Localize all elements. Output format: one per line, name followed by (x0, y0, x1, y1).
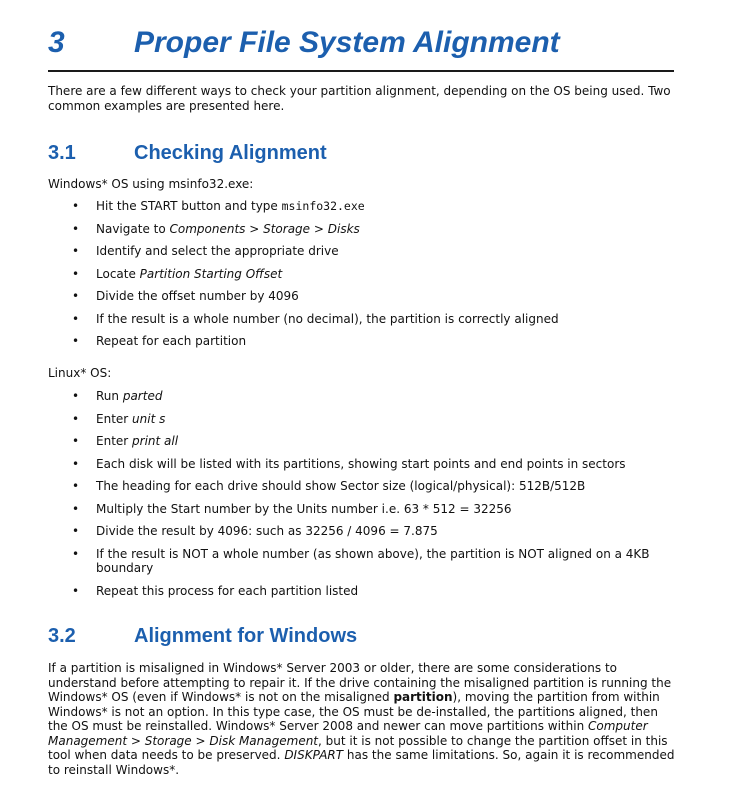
bullet-icon: • (72, 524, 80, 538)
bullet-icon: • (72, 221, 80, 236)
linux-label: Linux* OS: (48, 366, 112, 380)
bullet-icon: • (72, 334, 80, 348)
bullet-icon: • (72, 434, 80, 448)
bullet-icon: • (72, 244, 80, 258)
list-item: • Enter print all (72, 434, 179, 448)
section-number: 3 (48, 26, 65, 59)
list-item: • The heading for each drive should show Sector size (logical/physical): 512B/512B (72, 479, 586, 493)
list-item: • Divide the result by 4096: such as 32256 / 4096 = 7.875 (72, 524, 438, 538)
code-text: msinfo32.exe (281, 199, 365, 213)
list-item: • Hit the START button and type msinfo32.exe (72, 199, 365, 213)
bullet-icon: • (72, 266, 80, 281)
list-item: • Each disk will be listed with its partitions, showing start points and end points in sectors (72, 456, 626, 471)
list-item: • Repeat for each partition (72, 334, 247, 348)
bullet-icon: • (72, 311, 80, 326)
section-number: 3.2 (48, 625, 76, 647)
bullet-icon: • (72, 583, 80, 598)
bullet-icon: • (72, 289, 80, 303)
list-item: • Repeat this process for each partition listed (72, 583, 359, 598)
section-title: Proper File System Alignment (134, 26, 560, 59)
bullet-icon: • (72, 199, 80, 213)
list-item: • If the result is NOT a whole number (as shown above), the partition is NOT aligned on a 4KB boundary (72, 546, 650, 575)
bullet-icon: • (72, 389, 80, 403)
list-item: • Run parted (72, 389, 163, 403)
bullet-icon: • (72, 479, 80, 493)
list-item: • Locate Partition Starting Offset (72, 266, 283, 281)
list-item: • Multiply the Start number by the Units number i.e. 63 * 512 = 32256 (72, 501, 512, 516)
list-item: • Enter unit s (72, 411, 166, 426)
list-item: • If the result is a whole number (no decimal), the partition is correctly aligned (72, 311, 559, 326)
section-number: 3.1 (48, 142, 76, 164)
bullet-icon: • (72, 501, 80, 516)
section-title: Checking Alignment (134, 142, 327, 164)
windows-label: Windows* OS using msinfo32.exe: (48, 177, 254, 191)
section-3-heading (48, 24, 674, 72)
section-title: Alignment for Windows (134, 625, 358, 647)
intro-paragraph: There are a few different ways to check your partition alignment, depending on the OS being used. Two common examples are presented here. (48, 84, 671, 113)
bullet-icon: • (72, 456, 80, 471)
bullet-icon: • (72, 411, 80, 426)
windows-steps-list (48, 199, 688, 357)
list-item: • Navigate to Components > Storage > Disks (72, 221, 360, 236)
windows-alignment-paragraph: If a partition is misaligned in Windows* Server 2003 or older, there are some considerations to understand before attempting to repair it. If the drive containing the misaligned partition is running the Windows* OS (even if Windows* is not on the misaligned partition), moving the partition from within Windows* is not an option. In this type case, the OS must be de-installed, the partitions aligned, then the OS must be reinstalled. Windows* Server 2008 and newer can move partitions within Computer Management > Storage > Disk Management, but it is not possible to change the partition offset in this tool when data needs to be preserved. DISKPART has the same limitations. So, again it is recommended to reinstall Windows*. (48, 661, 675, 777)
bullet-icon: • (72, 546, 80, 561)
list-item: • Identify and select the appropriate drive (72, 244, 339, 258)
linux-steps-list (48, 389, 688, 606)
list-item: • Divide the offset number by 4096 (72, 289, 299, 303)
